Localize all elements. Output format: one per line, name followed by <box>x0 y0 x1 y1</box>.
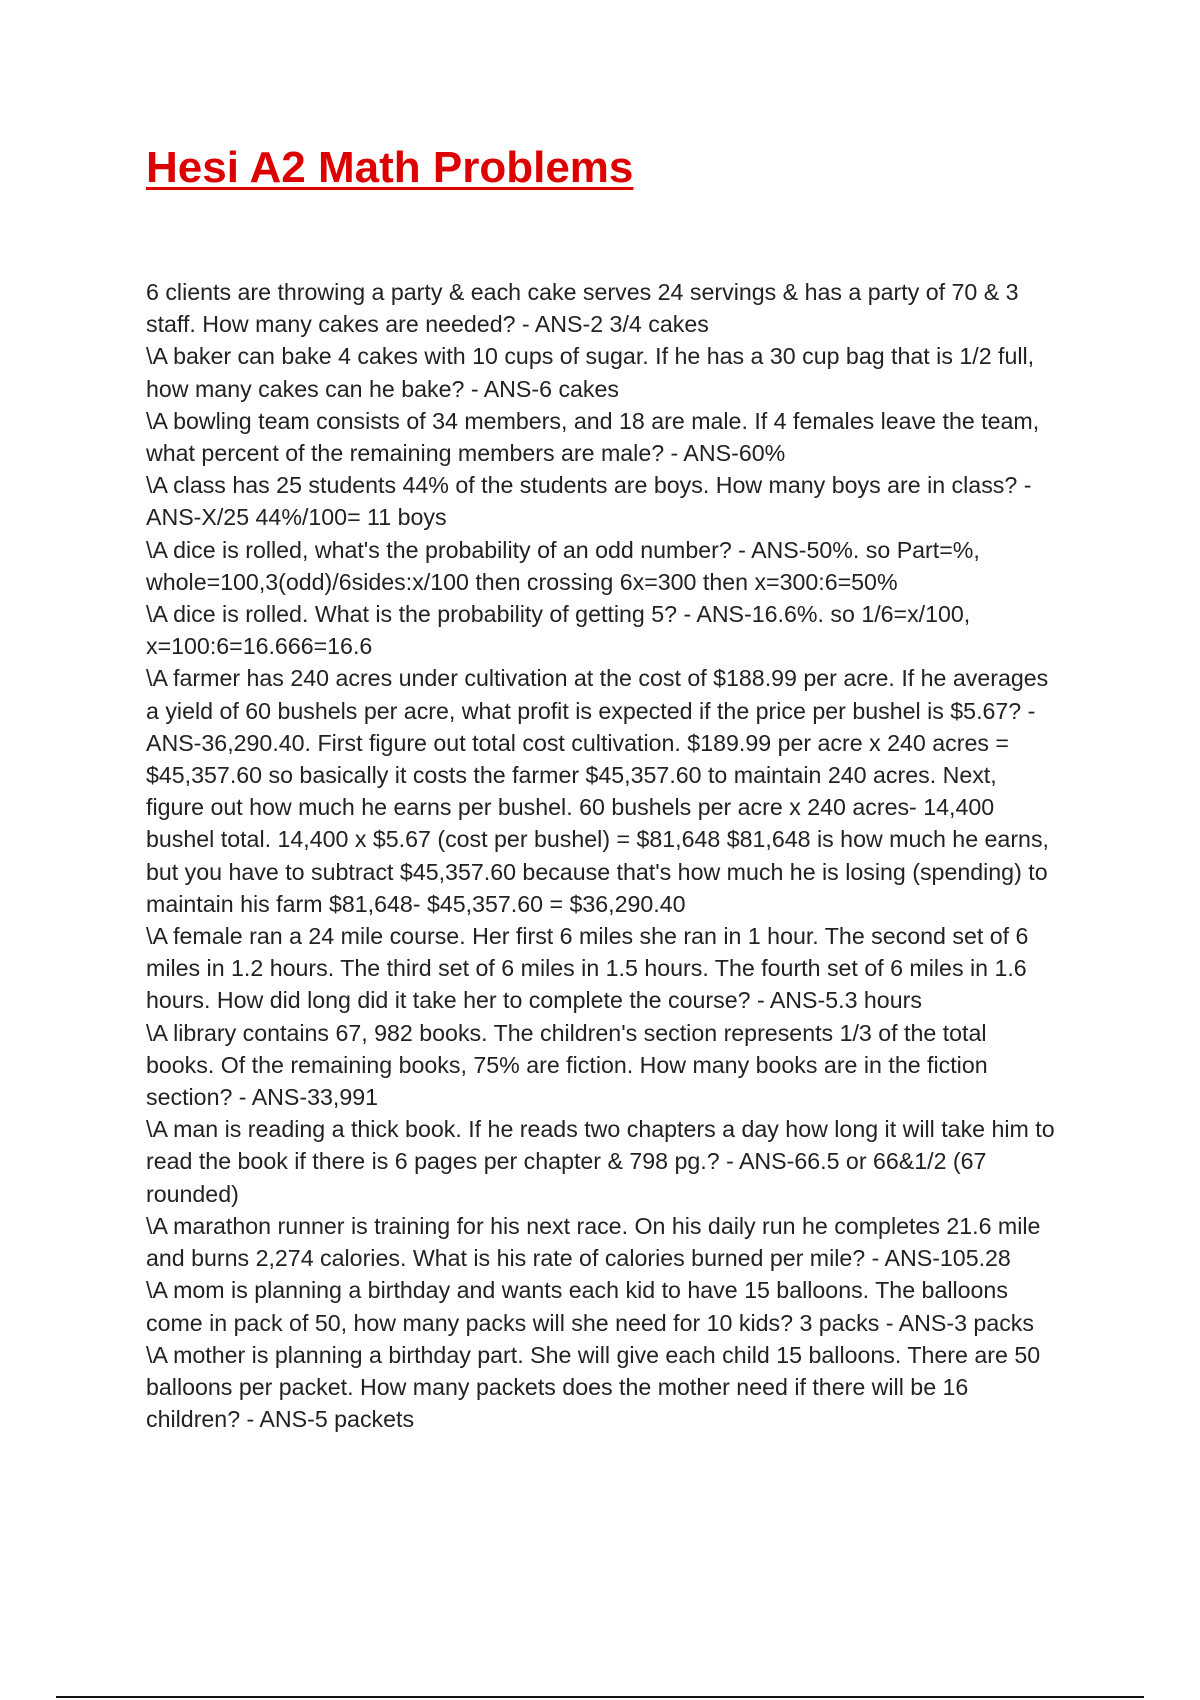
problem-item: \A class has 25 students 44% of the students are boys. How many boys are in class? - ANS-X/25 44%/100= 11 boys <box>146 472 1032 531</box>
problem-item: \A mom is planning a birthday and wants each kid to have 15 balloons. The balloons come in pack of 50, how many packs will she need for 10 kids? 3 packs - ANS-3 packs <box>146 1277 1034 1336</box>
problem-item: \A dice is rolled, what's the probability of an odd number? - ANS-50%. so Part=%, whole=100,3(odd)/6sides:x/100 then crossing 6x=300 then x=300:6=50% <box>146 536 980 595</box>
problem-list <box>146 276 1056 1435</box>
page-title: Hesi A2 Math Problems <box>146 143 634 192</box>
problem-item: \A baker can bake 4 cakes with 10 cups of sugar. If he has a 30 cup bag that is 1/2 full, how many cakes can he bake? - ANS-6 cakes <box>146 343 1035 402</box>
problem-item: \A dice is rolled. What is the probability of getting 5? - ANS-16.6%. so 1/6=x/100, x=100:6=16.666=16.6 <box>146 601 971 660</box>
problem-item: \A bowling team consists of 34 members, and 18 are male. If 4 females leave the team, what percent of the remaining members are male? - ANS-60% <box>146 407 1040 467</box>
problem-item: \A library contains 67, 982 books. The children's section represents 1/3 of the total books. Of the remaining books, 75% are fiction. How many books are in the fiction section? - ANS-33,991 <box>146 1019 988 1111</box>
footer-divider <box>56 1696 1144 1698</box>
problem-item: 6 clients are throwing a party & each cake serves 24 servings & has a party of 70 & 3 staff. How many cakes are needed? - ANS-2 3/4 cakes <box>146 279 1019 338</box>
problem-item: \A man is reading a thick book. If he reads two chapters a day how long it will take him to read the book if there is 6 pages per chapter & 798 pg.? - ANS-66.5 or 66&1/2 (67 rounded) <box>146 1116 1055 1207</box>
problem-item: \A mother is planning a birthday part. She will give each child 15 balloons. There are 50 balloons per packet. How many packets does the mother need if there will be 16 children? - ANS-5 packets <box>146 1341 1041 1433</box>
problem-item: \A farmer has 240 acres under cultivation at the cost of $188.99 per acre. If he averages a yield of 60 bushels per acre, what profit is expected if the price per bushel is $5.67? - ANS-36,290.40. First figure out total cost cultivation. $189.99 per acre x 240 acres = $45,357.60 so basically it costs the farmer $45,357.60 to maintain 240 acres. Next, figure out how much he earns per bushel. 60 bushels per acre x 240 acres- 14,400 bushel total. 14,400 x $5.67 (cost per bushel) = $81,648 $81,648 is how much he earns, but you have to subtract $45,357.60 because that's how much he is losing (spending) to maintain his farm $81,648- $45,357.60 = $36,290.40 <box>146 665 1049 917</box>
problem-item: \A female ran a 24 mile course. Her first 6 miles she ran in 1 hour. The second set of 6 miles in 1.2 hours. The third set of 6 miles in 1.5 hours. The fourth set of 6 miles in 1.6 hours. How did long did it take her to complete the course? - ANS-5.3 hours <box>146 923 1029 1014</box>
problem-item: \A marathon runner is training for his next race. On his daily run he completes 21.6 mile and burns 2,274 calories. What is his rate of calories burned per mile? - ANS-105.28 <box>146 1212 1041 1272</box>
